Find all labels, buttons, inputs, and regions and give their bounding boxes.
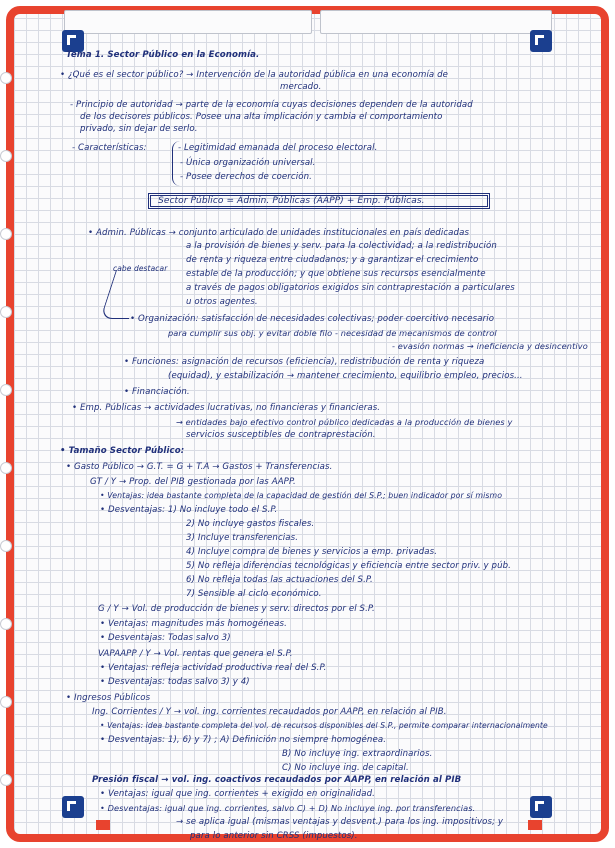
note-line: - Principio de autoridad → parte de la economía cuyas decisiones dependen de la autoridad (70, 100, 473, 110)
note-line: G / Y → Vol. de producción de bienes y serv. directos por el S.P. (98, 604, 375, 614)
binder-ring-icon (0, 228, 12, 240)
note-line: • Organización: satisfacción de necesidades colectivas; poder coercitivo necesario (130, 314, 495, 324)
note-line: • Ventajas: refleja actividad productiva real del S.P. (100, 663, 327, 673)
note-line: para lo anterior sin CRSS (impuestos). (190, 831, 358, 841)
note-line: • Desventajas: 1), 6) y 7) ; A) Definición no siempre homogénea. (100, 735, 387, 745)
note-line: de los decisores públicos. Posee una alta implicación y cambia el comportamiento (80, 112, 443, 122)
header-field-left (64, 10, 312, 34)
binder-ring-icon (0, 306, 12, 318)
binder-ring-icon (0, 72, 12, 84)
note-line: para cumplir sus obj. y evitar doble filo - necesidad de mecanismos de control (168, 328, 497, 338)
corner-logo-icon-top-right (530, 30, 552, 52)
binder-ring-icon (0, 774, 12, 786)
note-line: de renta y riqueza entre ciudadanos; y a garantizar el crecimiento (186, 255, 479, 265)
section-heading: • Tamaño Sector Público: (60, 446, 185, 456)
corner-logo-icon-bottom-left (62, 796, 84, 818)
header-field-right (320, 10, 552, 34)
red-marker-icon-left (96, 820, 110, 830)
note-line: - Única organización universal. (180, 158, 316, 168)
note-line: privado, sin dejar de serlo. (80, 124, 198, 134)
note-line: • Gasto Público → G.T. = G + T.A → Gastos + Transferencias. (66, 462, 333, 472)
note-line: servicios susceptibles de contraprestación. (186, 430, 376, 440)
note-line: - Legitimidad emanada del proceso electoral. (178, 143, 378, 153)
note-line: 6) No refleja todas las actuaciones del S.P. (186, 575, 373, 585)
note-line: - Posee derechos de coerción. (180, 172, 312, 182)
corner-logo-icon-bottom-right (530, 796, 552, 818)
binder-ring-icon (0, 696, 12, 708)
binder-ring-icon (0, 462, 12, 474)
note-line: a través de pagos obligatorios exigidos sin contraprestación a particulares (186, 283, 515, 293)
sector-publico-formula: Sector Público = Admin. Públicas (AAPP) + Emp. Públicas. (158, 196, 425, 206)
note-line: • Ventajas: idea bastante completa de la capacidad de gestión del S.P.; buen indicador por sí mismo (100, 491, 503, 500)
note-line: → se aplica igual (mismas ventajas y desvent.) para los ing. impositivos; y (176, 817, 504, 827)
note-line: - Características: (72, 143, 147, 153)
note-line: a la provisión de bienes y serv. para la colectividad; a la redistribución (186, 241, 497, 251)
note-line: • Financiación. (124, 387, 190, 397)
note-line: → entidades bajo efectivo control público dedicadas a la producción de bienes y (176, 417, 513, 427)
note-line: 3) Incluye transferencias. (186, 533, 299, 543)
note-line: estable de la producción; y que obtiene sus recursos esencialmente (186, 269, 486, 279)
note-line: - evasión normas → ineficiencia y desincentivo (392, 341, 588, 351)
binder-ring-icon (0, 618, 12, 630)
note-line: 5) No refleja diferencias tecnológicas y eficiencia entre sector priv. y púb. (186, 561, 512, 571)
note-line: • Ingresos Públicos (66, 693, 151, 703)
note-line: B) No incluye ing. extraordinarios. (282, 749, 433, 759)
red-marker-icon-right (528, 820, 542, 830)
note-line: • Ventajas: igual que ing. corrientes + exigido en originalidad. (100, 789, 375, 799)
sector-publico-formula-box (148, 189, 490, 213)
note-line: VAPAAPP / Y → Vol. rentas que genera el S.P. (98, 649, 293, 659)
note-line: Ing. Corrientes / Y → vol. ing. corrientes recaudados por AAPP, en relación al PIB. (92, 707, 447, 717)
note-line: mercado. (280, 82, 322, 92)
note-line: GT / Y → Prop. del PIB gestionada por las AAPP. (90, 477, 296, 487)
note-line: • Funciones: asignación de recursos (eficiencia), redistribución de renta y riqueza (124, 357, 485, 367)
binder-ring-icon (0, 150, 12, 162)
note-line: • Emp. Públicas → actividades lucrativas, no financieras y financieras. (72, 403, 381, 413)
note-line: 7) Sensible al ciclo económico. (186, 589, 322, 599)
note-line: • Ventajas: magnitudes más homogéneas. (100, 619, 287, 629)
note-line: • Desventajas: 1) No incluye todo el S.P. (100, 505, 278, 515)
binder-ring-icon (0, 384, 12, 396)
note-line: • Desventajas: Todas salvo 3) (100, 633, 231, 643)
note-line: • Desventajas: igual que ing. corrientes, salvo C) + D) No incluye ing. por transferencias. (100, 803, 476, 813)
note-line: Presión fiscal → vol. ing. coactivos recaudados por AAPP, en relación al PIB (92, 775, 462, 785)
note-line: • ¿Qué es el sector público? → Intervención de la autoridad pública en una economía de (60, 70, 449, 80)
margin-note: cabe destacar (113, 264, 168, 273)
note-line: (equidad), y estabilización → mantener crecimiento, equilibrio empleo, precios... (168, 371, 523, 381)
note-line: • Ventajas: idea bastante completa del vol. de recursos disponibles del S.P., permite comparar internacionalmente (100, 721, 548, 730)
binder-ring-icon (0, 540, 12, 552)
note-line: C) No incluye ing. de capital. (282, 763, 409, 773)
note-line: • Admin. Públicas → conjunto articulado de unidades institucionales en país dedicadas (88, 228, 470, 238)
page-title: Tema 1. Sector Público en la Economía. (66, 50, 260, 60)
note-line: u otros agentes. (186, 297, 258, 307)
note-line: • Desventajas: todas salvo 3) y 4) (100, 677, 250, 687)
note-line: 4) Incluye compra de bienes y servicios a emp. privadas. (186, 547, 438, 557)
note-line: 2) No incluye gastos fiscales. (186, 519, 315, 529)
